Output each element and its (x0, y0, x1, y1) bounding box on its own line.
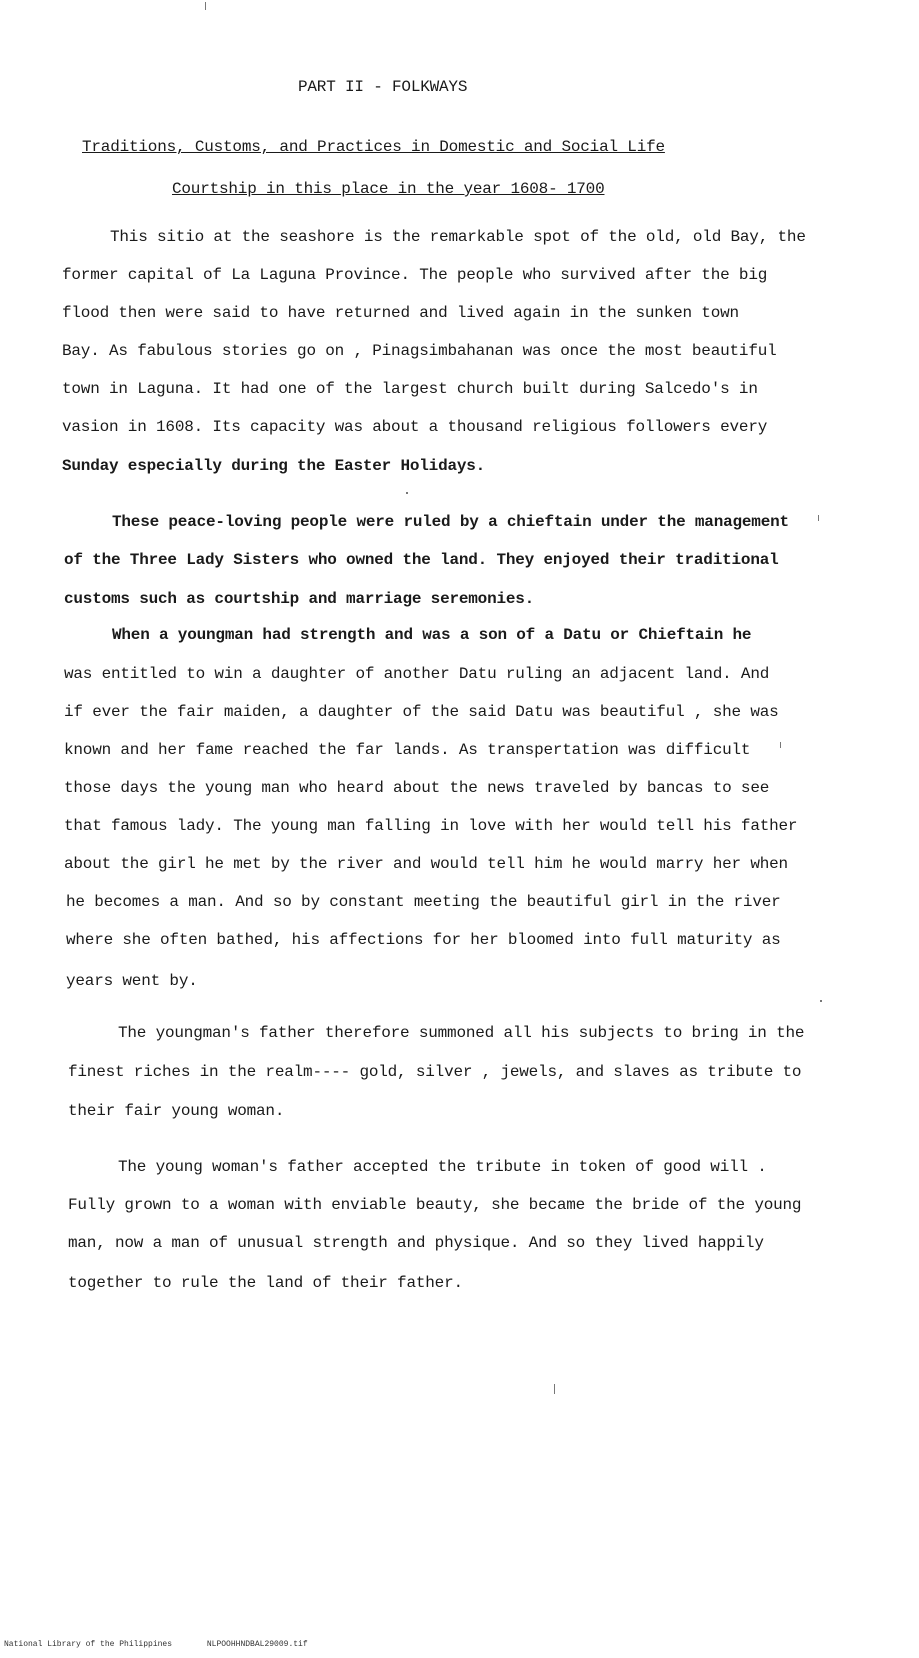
scan-speck (780, 742, 781, 748)
body-line: man, now a man of unusual strength and physique. And so they lived happily (68, 1234, 764, 1252)
body-line: of the Three Lady Sisters who owned the land. They enjoyed their traditional (64, 551, 779, 569)
body-line: those days the young man who heard about the news traveled by bancas to see (64, 779, 770, 797)
body-line: was entitled to win a daughter of another Datu ruling an adjacent land. And (64, 665, 770, 683)
body-line: where she often bathed, his affections for her bloomed into full maturity as (66, 931, 781, 949)
body-line: vasion in 1608. Its capacity was about a thousand religious followers every (62, 418, 768, 436)
scan-speck (554, 1384, 555, 1394)
body-line: flood then were said to have returned and lived again in the sunken town (62, 304, 739, 322)
page-title: PART II - FOLKWAYS (298, 78, 468, 96)
scan-speck (205, 2, 206, 10)
body-line: The young woman's father accepted the tribute in token of good will . (118, 1158, 767, 1176)
body-line: These peace-loving people were ruled by a chieftain under the management (112, 513, 789, 531)
body-line: customs such as courtship and marriage seremonies. (64, 590, 535, 608)
body-line: if ever the fair maiden, a daughter of the said Datu was beautiful , she was (64, 703, 779, 721)
body-line: When a youngman had strength and was a son of a Datu or Chieftain he (112, 626, 752, 644)
body-line: known and her fame reached the far lands. As transpertation was difficult (64, 741, 751, 759)
body-line: he becomes a man. And so by constant meeting the beautiful girl in the river (66, 893, 781, 911)
scan-speck (818, 515, 819, 521)
body-line: Bay. As fabulous stories go on , Pinagsimbahanan was once the most beautiful (62, 342, 777, 360)
body-line: former capital of La Laguna Province. The people who survived after the big (62, 266, 768, 284)
body-line: town in Laguna. It had one of the largest church built during Salcedo's in (62, 380, 758, 398)
body-line: that famous lady. The young man falling in love with her would tell his father (64, 817, 798, 835)
body-line: their fair young woman. (68, 1102, 285, 1120)
body-line: years went by. (66, 972, 198, 990)
file-name: NLPOOHHNDBAL29009.tif (206, 1640, 308, 1649)
library-credit: National Library of the Philippines (4, 1640, 173, 1649)
scan-speck (820, 1000, 822, 1002)
scan-footer (4, 1640, 338, 1649)
scan-speck (406, 492, 408, 494)
body-line: This sitio at the seashore is the remarkable spot of the old, old Bay, the (110, 228, 806, 246)
body-line: about the girl he met by the river and would tell him he would marry her when (64, 855, 788, 873)
body-line: Fully grown to a woman with enviable beauty, she became the bride of the young (68, 1196, 802, 1214)
body-line: Sunday especially during the Easter Holidays. (62, 457, 486, 475)
section-subheading: Courtship in this place in the year 1608- 1700 (172, 180, 605, 198)
section-heading: Traditions, Customs, and Practices in Domestic and Social Life (82, 138, 665, 156)
body-line: The youngman's father therefore summoned all his subjects to bring in the (118, 1024, 805, 1042)
body-line: finest riches in the realm---- gold, silver , jewels, and slaves as tribute to (68, 1063, 802, 1081)
body-line: together to rule the land of their father. (68, 1274, 463, 1292)
